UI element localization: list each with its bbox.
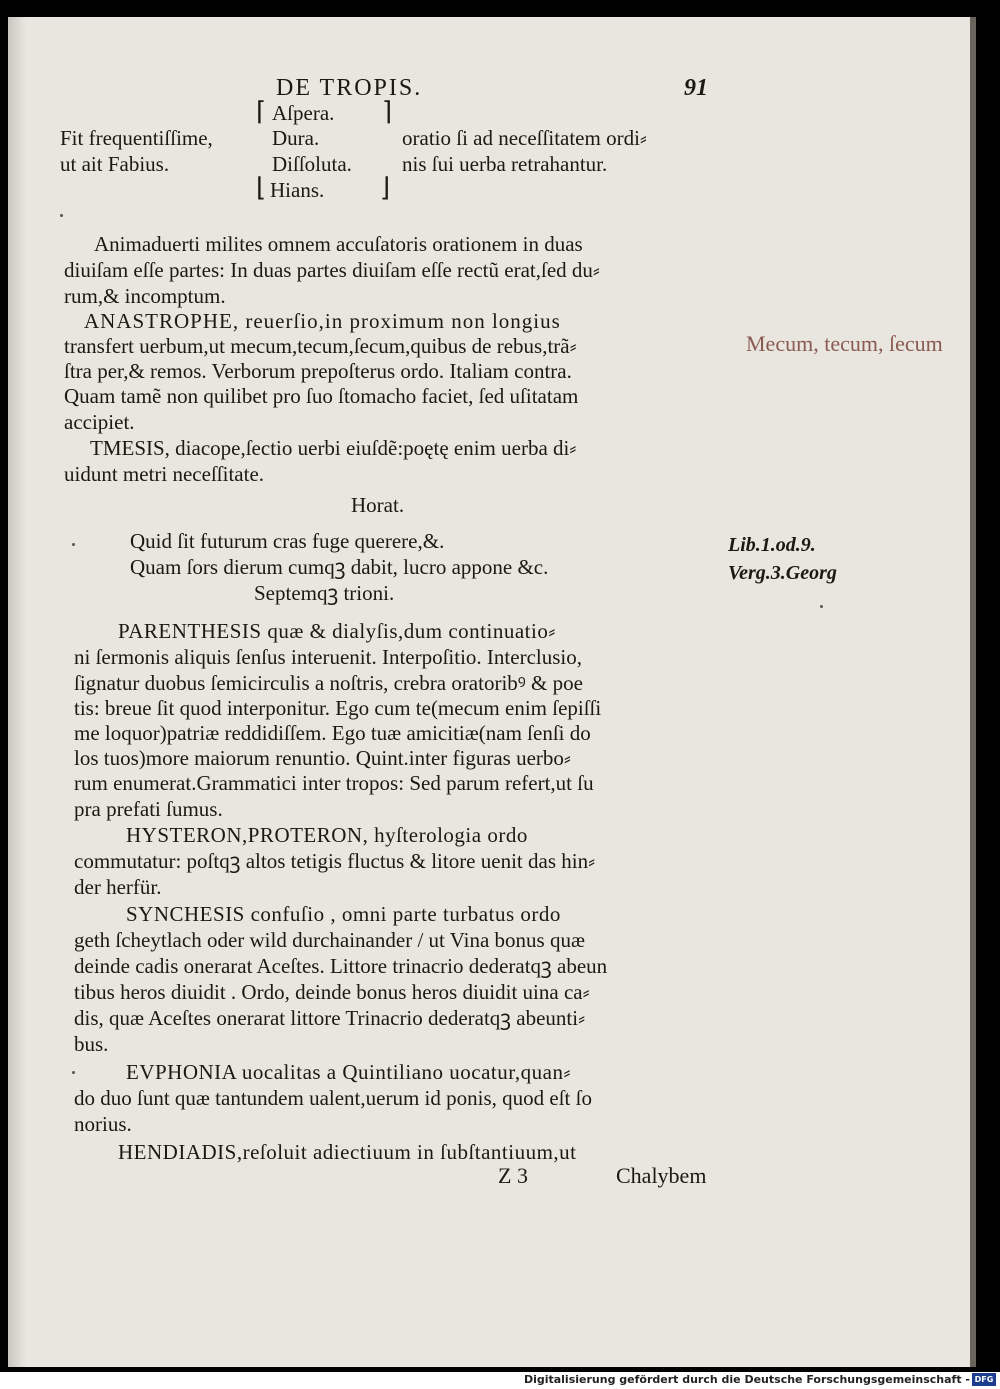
book-page — [8, 17, 976, 1367]
text-line: HENDIADIS,reſoluit adiectiuum in ſubſtantiuum,ut — [118, 1140, 577, 1164]
text-line: SYNCHESIS confuſio , omni parte turbatus ordo — [126, 902, 561, 926]
text-line: geth ſcheytlach oder wild durchainander / ut Vina bonus quæ — [74, 928, 585, 952]
text-line: me loquor)patriæ reddidiſſem. Ego tuæ amicitiæ(nam ſenſi do — [74, 721, 591, 745]
text-line: transfert uerbum,ut mecum,tecum,ſecum,quibus de rebus,trã⸗ — [64, 334, 577, 358]
bracket-top-left-icon: ⌈ — [256, 97, 267, 127]
list-left-line-1: Fit frequentiſſime, — [60, 126, 213, 150]
list-item-3: Diſſoluta. — [272, 152, 352, 176]
page-gutter-shadow — [8, 17, 26, 1367]
ink-speck — [72, 1071, 75, 1074]
text-line: rum,& incomptum. — [64, 284, 226, 308]
ink-speck — [60, 214, 63, 217]
dfg-logo-icon: DFG — [972, 1373, 996, 1386]
list-item-1: Aſpera. — [272, 101, 335, 125]
catchword: Chalybem — [616, 1163, 707, 1188]
ink-speck — [820, 605, 823, 608]
text-line: bus. — [74, 1032, 109, 1056]
text-line: accipiet. — [64, 410, 135, 434]
ink-speck — [72, 543, 75, 546]
text-line: ſignatur duobus ſemicirculis a noſtris, crebra oratoribꝰ & poe — [74, 671, 583, 695]
text-line: ANASTROPHE, reuerſio,in proximum non longius — [84, 309, 561, 333]
page-number: 91 — [684, 75, 708, 101]
text-line: EVPHONIA uocalitas a Quintiliano uocatur,quan⸗ — [126, 1060, 571, 1084]
text-line: PARENTHESIS quæ & dialyſis,dum continuatio⸗ — [118, 619, 556, 643]
text-line: norius. — [74, 1112, 132, 1136]
text-line: ſtra per,& remos. Verborum prepoſterus ordo. Italiam contra. — [64, 359, 572, 383]
text-line: tis: breue ſit quod interponitur. Ego cum te(mecum enim ſepiſſi — [74, 696, 602, 720]
signature-mark: Z 3 — [498, 1163, 528, 1188]
text-line: Quam tamẽ non quilibet pro ſuo ſtomacho faciet, ſed uſitatam — [64, 384, 579, 408]
margin-note-verg: Verg.3.Georg — [728, 562, 837, 584]
list-item-4: Hians. — [270, 178, 325, 202]
text-line: uidunt metri neceſſitate. — [64, 462, 265, 486]
bracket-bottom-right-icon: ⌋ — [380, 173, 391, 203]
text-line: ni ſermonis aliquis ſenſus interuenit. Interpoſitio. Interclusio, — [74, 645, 582, 669]
text-line: tibus heros diuidit . Ordo, deinde bonus heros diuidit uina ca⸗ — [74, 980, 590, 1004]
horat-label: Horat. — [351, 493, 405, 517]
list-right-line-2: nis ſui uerba retrahantur. — [402, 152, 608, 176]
text-line: dis, quæ Aceſtes onerarat littore Trinacrio dederatqꝫ abeunti⸗ — [74, 1006, 586, 1030]
text-line: HYSTERON,PROTERON, hyſterologia ordo — [126, 823, 528, 847]
text-line: Animaduerti milites omnem accuſatoris orationem in duas — [94, 232, 583, 256]
text-line: deinde cadis onerarat Aceſtes. Littore trinacrio dederatqꝫ abeun — [74, 954, 608, 978]
text-line: diuiſam eſſe partes: In duas partes diuiſam eſſe rectũ erat,ſed du⸗ — [64, 258, 600, 282]
footer-credit: Digitalisierung gefördert durch die Deutsche Forschungsgemeinschaft - — [523, 1373, 970, 1386]
text-line: pra prefati ſumus. — [74, 797, 223, 821]
text-line: TMESIS, diacope,ſectio uerbi eiuſdẽ:poętę enim uerba di⸗ — [90, 436, 577, 460]
verse-line: Quid ſit futurum cras fuge querere,&. — [130, 529, 445, 553]
footer-bar — [0, 1372, 1000, 1389]
bracket-top-right-icon: ⌉ — [382, 97, 393, 127]
list-item-2: Dura. — [272, 126, 320, 150]
text-line: commutatur: poſtqꝫ altos tetigis fluctus & litore uenit das hin⸗ — [74, 849, 596, 873]
margin-note-lib: Lib.1.od.9. — [728, 534, 816, 556]
list-left-line-2: ut ait Fabius. — [60, 152, 170, 176]
bracket-bottom-left-icon: ⌊ — [256, 173, 267, 203]
text-line: do duo ſunt quæ tantundem ualent,uerum id ponis, quod eſt ſo — [74, 1086, 592, 1110]
running-head: DE TROPIS. — [276, 75, 423, 101]
list-right-line-1: oratio ſi ad neceſſitatem ordi⸗ — [402, 126, 647, 150]
verse-line: Quam ſors dierum cumqꝫ dabit, lucro appone &c. — [130, 555, 549, 579]
text-line: rum enumerat.Grammatici inter tropos: Sed parum refert,ut ſu — [74, 771, 594, 795]
verse-line: Septemqꝫ trioni. — [254, 581, 395, 605]
text-line: los tuos)more maiorum renuntio. Quint.inter figuras uerbo⸗ — [74, 746, 571, 770]
margin-note-handwritten: Mecum, tecum, ſecum — [746, 331, 943, 356]
text-line: der herfür. — [74, 875, 162, 899]
